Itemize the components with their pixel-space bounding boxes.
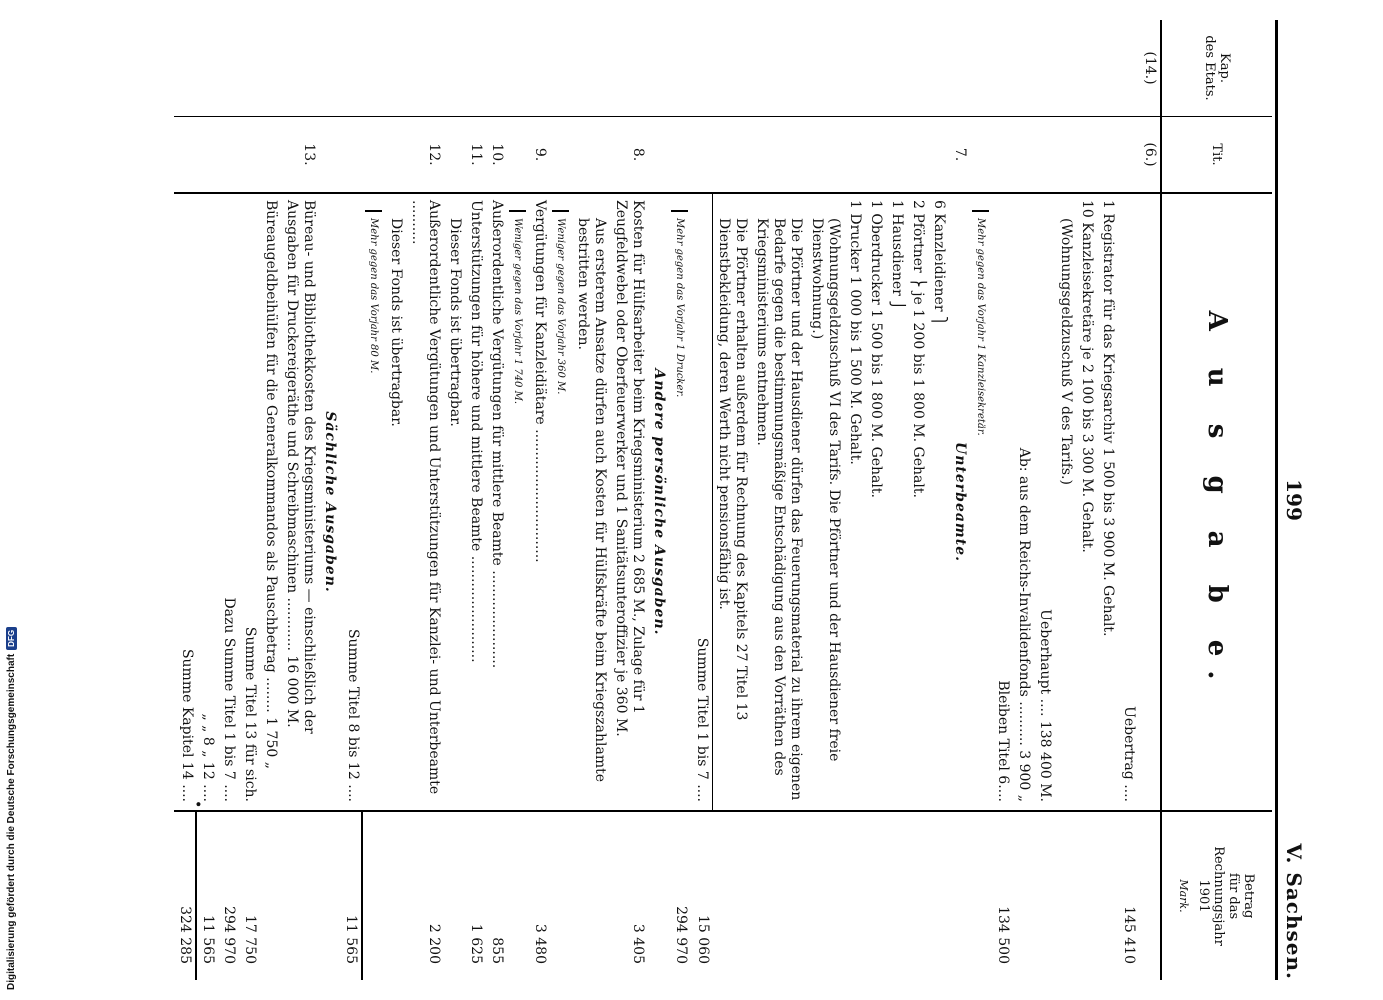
amount-label-4: 1901 [1196, 879, 1212, 913]
amount-label-3: Rechnungsjahr [1211, 846, 1227, 946]
row-amount [886, 810, 907, 980]
rotated-page [40, 0, 1330, 1000]
row-tit: 11. [465, 116, 486, 192]
row-tit [844, 116, 865, 192]
row-tit [1055, 116, 1076, 192]
row-amount: 134 500 [992, 810, 1013, 980]
row-text [507, 192, 529, 810]
row-kap [197, 20, 218, 116]
row-text: Außerordentliche Vergütungen für mittlere Beamte ...................... [486, 192, 507, 810]
row-amount [949, 810, 970, 980]
row-amount: 294 970 [218, 810, 239, 980]
row-amount: 855 [486, 810, 507, 980]
row-amount [1013, 810, 1034, 980]
row-tit [1034, 116, 1055, 192]
row-text [970, 192, 992, 810]
row-kap [669, 20, 691, 116]
row-amount [970, 810, 992, 980]
row-text [550, 192, 572, 810]
row-tit [444, 116, 465, 192]
row-kap [260, 20, 281, 116]
row-text: Uebertrag .... [1118, 192, 1139, 810]
state-heading: V. Sachsen. [1282, 843, 1306, 980]
row-tit [507, 116, 529, 192]
row-kap [385, 20, 406, 116]
row-amount: 1 625 [465, 810, 486, 980]
dfg-note: Digitalisierung gefördert durch die Deutsche Forschungsgemeinschaft [5, 653, 17, 990]
row-text: 1 Hausdiener ⎭ [886, 192, 907, 810]
row-text: 1 Registrator für das Kriegsarchiv 1 500 bis 3 900 M. Gehalt. [1097, 192, 1118, 810]
row-text: Aus ersterem Ansatze dürfen auch Kosten für Hülfskräfte beim Kriegszahlamte bestritten werden. [572, 192, 610, 810]
row-kap [529, 20, 550, 116]
dfg-note-rotated [0, 0, 22, 1000]
row-text: Dieser Fonds ist übertragbar. [444, 192, 465, 810]
row-text: Unterstützungen für höhere und mittlere Beamte ........................ [465, 192, 486, 810]
row-tit: 9. [529, 116, 550, 192]
col-header-title [1160, 192, 1272, 810]
row-kap [363, 20, 385, 116]
row-tit [691, 116, 713, 192]
row-kap [648, 20, 669, 116]
row-tit: 13. [281, 116, 319, 192]
row-text: Summe Titel 8 bis 12 .... [340, 192, 363, 810]
col-header-kap [1160, 20, 1272, 116]
amount-label-2: für das [1226, 872, 1242, 920]
row-note: Mehr gegen das Vorjahr 1 Kanzleisekretär. [972, 210, 989, 442]
row-tit [907, 116, 928, 192]
row-tit [648, 116, 669, 192]
row-text: 1 Drucker 1 000 bis 1 500 M. Gehalt. [844, 192, 865, 810]
row-text: Kosten für Hülfsarbeiter beim Kriegsministerium 2 685 M., Zulage für 1 Zeugfeldwebel oder Oberfeuerwerker und 1 Sanitätsunteroffizier je 360 M. [610, 192, 648, 810]
tit-label: Tit. [1209, 143, 1225, 166]
row-text: Außerordentliche Vergütungen und Unterstützungen für Kanzlei- und Unterbeamte .......... [406, 192, 444, 810]
row-text: Summe Kapitel 14 .... [174, 192, 197, 810]
row-tit [713, 116, 751, 192]
row-amount [260, 810, 281, 980]
row-text: Andere persönliche Ausgaben. [648, 192, 669, 810]
row-text: Sächliche Ausgaben. [319, 192, 340, 810]
row-tit [572, 116, 610, 192]
col-header-amount [1160, 810, 1272, 980]
row-amount [907, 810, 928, 980]
row-amount [806, 810, 844, 980]
row-amount [444, 810, 465, 980]
row-amount [507, 810, 529, 980]
row-kap [1013, 20, 1034, 116]
row-tit [174, 116, 197, 192]
dfg-margin [0, 0, 22, 1000]
row-kap [1076, 20, 1097, 116]
row-text: 1 Oberdrucker 1 500 bis 1 800 M. Gehalt. [865, 192, 886, 810]
row-text: Ab: aus dem Reichs-Invalidenfonds .......... 3 900 „ [1013, 192, 1034, 810]
row-text: Vergütungen für Kanzleidiätare .............................. [529, 192, 550, 810]
ausgabe-title: A u s g a b e. [1202, 310, 1232, 694]
currency-label: Mark. [1177, 879, 1191, 913]
row-amount [363, 810, 385, 980]
row-amount [648, 810, 669, 980]
row-tit [218, 116, 239, 192]
row-amount: 294 970 [669, 810, 691, 980]
row-text: Bleiben Titel 6.... [992, 192, 1013, 810]
row-text: Büreaugeldbeihülfen für die Generalkommandos als Pauschbetrag ........ 1 750 „ [260, 192, 281, 810]
row-tit: 8. [610, 116, 648, 192]
row-kap [1055, 20, 1076, 116]
row-text [669, 192, 691, 810]
row-kap [806, 20, 844, 116]
row-tit [260, 116, 281, 192]
row-text: Ueberhaupt .... 138 400 M. [1034, 192, 1055, 810]
row-text: 10 Kanzleisekretäre je 2 100 bis 3 300 M. Gehalt. [1076, 192, 1097, 810]
row-kap [550, 20, 572, 116]
row-amount [844, 810, 865, 980]
row-tit: 7. [949, 116, 970, 192]
row-text: Die Pförtner erhalten außerdem für Rechnung des Kapitels 27 Titel 13 Dienstbekleidung, deren Werth nicht pensionsfähig ist. [713, 192, 751, 810]
row-kap [1034, 20, 1055, 116]
row-text: Summe Titel 13 für sich. [239, 192, 260, 810]
row-amount [281, 810, 319, 980]
row-kap [907, 20, 928, 116]
row-tit [550, 116, 572, 192]
header-rule [1275, 20, 1278, 980]
row-kap [239, 20, 260, 116]
row-kap [844, 20, 865, 116]
page-number: 199 [1282, 479, 1306, 521]
row-kap [465, 20, 486, 116]
row-kap [949, 20, 970, 116]
row-kap [886, 20, 907, 116]
row-tit [886, 116, 907, 192]
row-amount: 324 285 [174, 810, 197, 980]
row-tit [669, 116, 691, 192]
row-amount: 145 410 [1118, 810, 1139, 980]
row-text: Summe Titel 1 bis 7 .... [691, 192, 713, 810]
row-text: „ „ 8 „ 12 .... [197, 192, 218, 810]
row-note: Mehr gegen das Vorjahr 80 M. [365, 210, 382, 379]
row-amount [572, 810, 610, 980]
row-tit [1076, 116, 1097, 192]
row-kap [610, 20, 648, 116]
etat-label: des Etats. [1202, 35, 1217, 101]
row-amount [928, 810, 949, 980]
row-tit [385, 116, 406, 192]
row-text: Dazu Summe Titel 1 bis 7 .... [218, 192, 239, 810]
col-header-tit [1160, 116, 1272, 192]
row-tit [970, 116, 992, 192]
row-kap [970, 20, 992, 116]
row-kap [281, 20, 319, 116]
row-amount [550, 810, 572, 980]
row-text: (Wohnungsgeldzuschuß VI des Tarifs. Die Pförtner und der Hausdiener freie Dienstwohnung.) [806, 192, 844, 810]
dfg-logo: DFG [6, 627, 17, 650]
row-tit [865, 116, 886, 192]
row-tit [1118, 116, 1139, 192]
row-tit [751, 116, 806, 192]
row-note: Mehr gegen das Vorjahr 1 Drucker. [671, 210, 688, 403]
row-kap [340, 20, 363, 116]
row-text: Büreau- und Bibliothekkosten des Kriegsministeriums — einschließlich der Ausgaben für Druckereigeräthe und Schreibmaschinen ............ 16 000 M. [281, 192, 319, 810]
row-tit: 10. [486, 116, 507, 192]
row-amount [1097, 810, 1118, 980]
row-amount: 15 060 [691, 810, 713, 980]
row-kap [174, 20, 197, 116]
row-amount [319, 810, 340, 980]
row-amount: 17 750 [239, 810, 260, 980]
row-kap [319, 20, 340, 116]
row-amount [865, 810, 886, 980]
amount-label-1: Betrag [1241, 873, 1257, 919]
row-note: Weniger gegen das Vorjahr 360 M. [552, 210, 569, 400]
row-tit [319, 116, 340, 192]
row-tit [197, 116, 218, 192]
row-tit [806, 116, 844, 192]
row-tit [340, 116, 363, 192]
row-kap [444, 20, 465, 116]
row-text: 6 Kanzleidiener ⎫ [928, 192, 949, 810]
row-amount [1076, 810, 1097, 980]
row-text: Die Pförtner und der Hausdiener dürfen das Feuerungsmaterial zu ihrem eigenen Bedarfe gegen die bestimmungsmäßige Entschädigung aus den Vorräthen des Kriegsministeriums entnehmen. [751, 192, 806, 810]
row-text: Dieser Fonds ist übertragbar. [385, 192, 406, 810]
row-kap [1118, 20, 1139, 116]
row-amount: 3 405 [610, 810, 648, 980]
row-text: (Wohnungsgeldzuschuß V des Tarifs.) [1055, 192, 1076, 810]
row-tit: (6.) [1139, 116, 1160, 192]
row-amount [385, 810, 406, 980]
row-kap [406, 20, 444, 116]
row-kap [572, 20, 610, 116]
row-tit [992, 116, 1013, 192]
row-kap: (14.) [1142, 51, 1158, 85]
row-kap [865, 20, 886, 116]
stray-dot: • [189, 800, 205, 809]
row-kap [1097, 20, 1118, 116]
row-kap [928, 20, 949, 116]
page-inner [40, 0, 1330, 1000]
row-amount: 3 480 [529, 810, 550, 980]
row-amount [1055, 810, 1076, 980]
budget-table [174, 20, 1272, 980]
row-kap [751, 20, 806, 116]
row-amount: 2 200 [406, 810, 444, 980]
row-kap [218, 20, 239, 116]
row-tit [239, 116, 260, 192]
row-tit: 12. [406, 116, 444, 192]
row-kap [691, 20, 713, 116]
row-text: Unterbeamte. [949, 192, 970, 810]
row-amount [1034, 810, 1055, 980]
row-note: Weniger gegen das Vorjahr 1 740 M. [509, 210, 526, 410]
row-amount [751, 810, 806, 980]
row-amount [1139, 810, 1160, 980]
kap-label: Kap. [1217, 53, 1232, 83]
row-tit [928, 116, 949, 192]
row-kap [992, 20, 1013, 116]
row-kap [713, 20, 751, 116]
row-tit [363, 116, 385, 192]
row-amount [713, 810, 751, 980]
row-kap [486, 20, 507, 116]
row-amount: 11 565 [197, 810, 218, 980]
row-tit [1013, 116, 1034, 192]
row-text [1139, 192, 1160, 810]
row-text: 2 Pförtner ⎬ je 1 200 bis 1 800 M. Gehalt. [907, 192, 928, 810]
row-tit [1097, 116, 1118, 192]
row-amount: 11 565 [340, 810, 363, 980]
row-text [363, 192, 385, 810]
row-kap [507, 20, 529, 116]
